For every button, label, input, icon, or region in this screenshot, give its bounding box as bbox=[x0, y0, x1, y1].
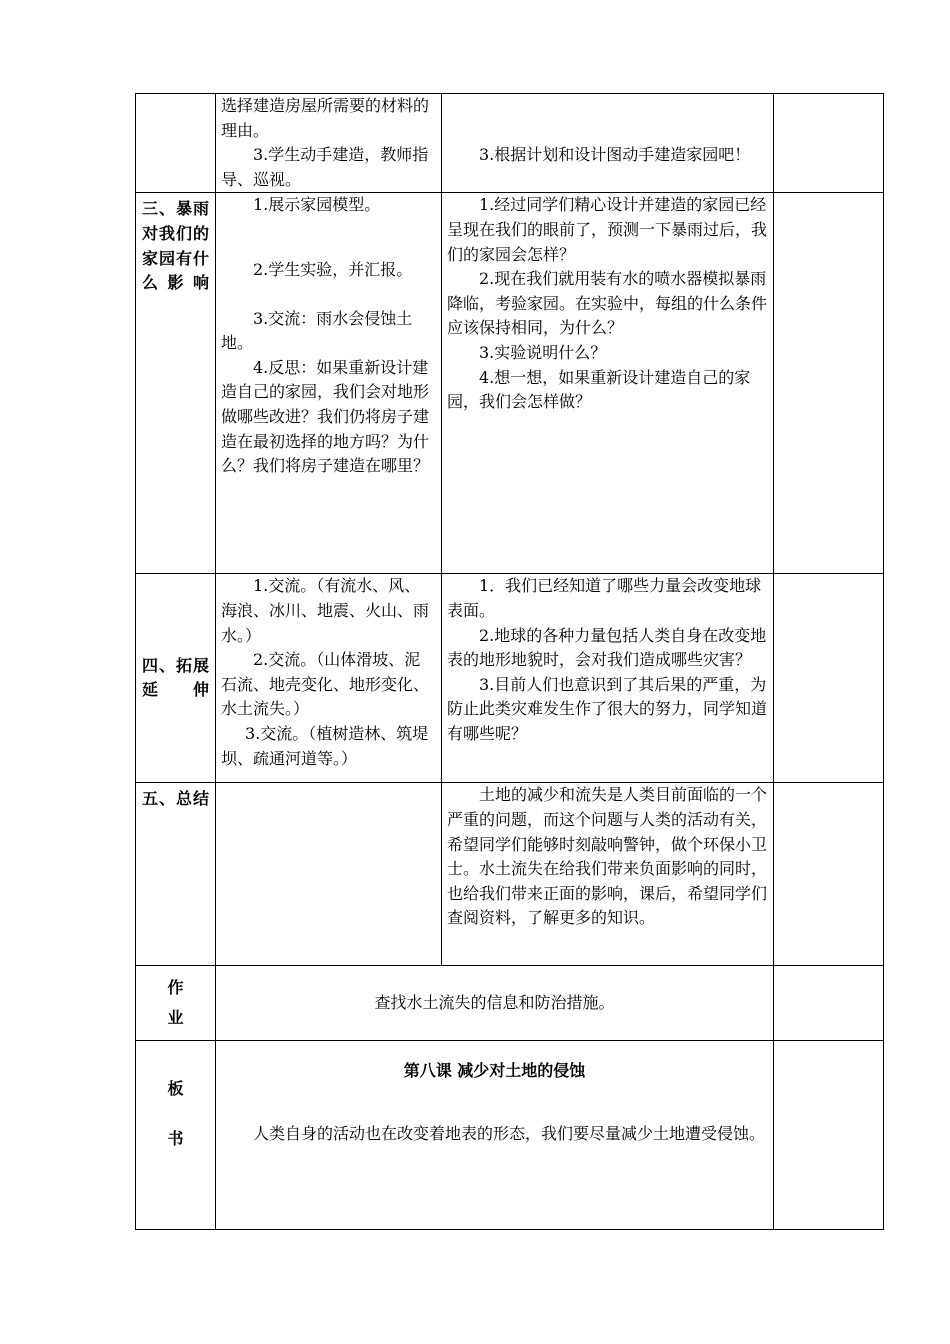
student-activity-cell bbox=[216, 94, 442, 193]
guidance-text: 1.经过同学们精心设计并建造的家园已经呈现在我们的眼前了，预测一下暴雨过后，我们的家园会怎样？ bbox=[447, 195, 768, 264]
teacher-guidance-cell bbox=[442, 193, 774, 574]
activity-text: 3.学生动手建造，教师指导、巡视。 bbox=[221, 145, 429, 189]
activity-text: 1.展示家园模型。 bbox=[253, 195, 381, 215]
activity-text: 2.交流。（山体滑坡、泥石流、地壳变化、地形变化、水土流失。） bbox=[221, 650, 430, 719]
board-label: 板 书 bbox=[136, 1041, 216, 1230]
notes-cell bbox=[774, 966, 884, 1041]
teacher-guidance-cell bbox=[442, 783, 774, 966]
guidance-text: 1．我们已经知道了哪些力量会改变地球表面。 bbox=[447, 576, 762, 620]
activity-text: 3.交流。（植树造林、筑堤坝、疏通河道等。） bbox=[221, 723, 429, 768]
table-row bbox=[136, 94, 884, 193]
notes-cell bbox=[774, 783, 884, 966]
guidance-text: 2.地球的各种力量包括人类自身在改变地表的地形地貌时，会对我们造成哪些灾害？ bbox=[447, 625, 767, 670]
table-row bbox=[136, 1041, 884, 1230]
guidance-text: 3.根据计划和设计图动手建造家园吧！ bbox=[479, 145, 751, 164]
notes-cell bbox=[774, 94, 884, 193]
table-row bbox=[136, 783, 884, 966]
section-title: 四、拓展延伸 bbox=[136, 574, 216, 783]
guidance-text: 2.现在我们就用装有水的喷水器模拟暴雨降临，考验家园。在实验中，每组的什么条件应该保持相同，为什么？ bbox=[447, 269, 768, 338]
guidance-text: 土地的减少和流失是人类目前面临的一个严重的问题，而这个问题与人类的活动有关，希望同学们能够时刻敲响警钟，做个环保小卫士。水土流失在给我们带来负面影响的同时，也给我们带来正面的影响，课后，希望同学们查阅资料，了解更多的知识。 bbox=[447, 785, 768, 928]
table-row bbox=[136, 966, 884, 1041]
notes-cell bbox=[774, 193, 884, 574]
notes-cell bbox=[774, 574, 884, 783]
activity-text: 选择建造房屋所需要的材料的理由。 bbox=[221, 96, 430, 140]
homework-text: 查找水土流失的信息和防治措施。 bbox=[216, 966, 774, 1041]
teacher-guidance-cell bbox=[442, 574, 774, 783]
section-title: 三、暴雨对我们的家园有什么影响 bbox=[136, 193, 216, 574]
table-row bbox=[136, 193, 884, 574]
guidance-text: 3.目前人们也意识到了其后果的严重，为防止此类灾难发生作了很大的努力，同学知道有哪些呢？ bbox=[447, 674, 768, 743]
board-title: 第八课 减少对土地的侵蚀 bbox=[403, 1061, 586, 1081]
guidance-text: 4.想一想，如果重新设计建造自己的家园，我们会怎样做？ bbox=[447, 367, 751, 412]
board-cell bbox=[216, 1041, 774, 1230]
notes-cell bbox=[774, 1041, 884, 1230]
student-activity-cell bbox=[216, 193, 442, 574]
homework-label: 作 业 bbox=[136, 966, 216, 1041]
activity-text: 2.学生实验，并汇报。 bbox=[253, 259, 413, 279]
activity-text: 1.交流。（有流水、风、海浪、冰川、地震、火山、雨水。） bbox=[221, 576, 430, 645]
section-title: 五、总结 bbox=[136, 783, 216, 966]
board-text: 人类自身的活动也在改变着地表的形态，我们要尽量减少土地遭受侵蚀。 bbox=[253, 1123, 766, 1143]
student-activity-cell bbox=[216, 574, 442, 783]
section-cell bbox=[136, 94, 216, 193]
lesson-plan-table bbox=[135, 93, 884, 1230]
activity-text: 4.反思：如果重新设计建造自己的家园，我们会对地形做哪些改进？我们仍将房子建造在最初选择的地方吗？为什么？我们将房子建造在哪里？ bbox=[221, 357, 430, 476]
student-activity-cell bbox=[216, 783, 442, 966]
activity-text: 3.交流：雨水会侵蚀土地。 bbox=[221, 308, 413, 353]
table-row bbox=[136, 574, 884, 783]
guidance-text: 3.实验说明什么？ bbox=[479, 342, 607, 362]
teacher-guidance-cell bbox=[442, 94, 774, 193]
